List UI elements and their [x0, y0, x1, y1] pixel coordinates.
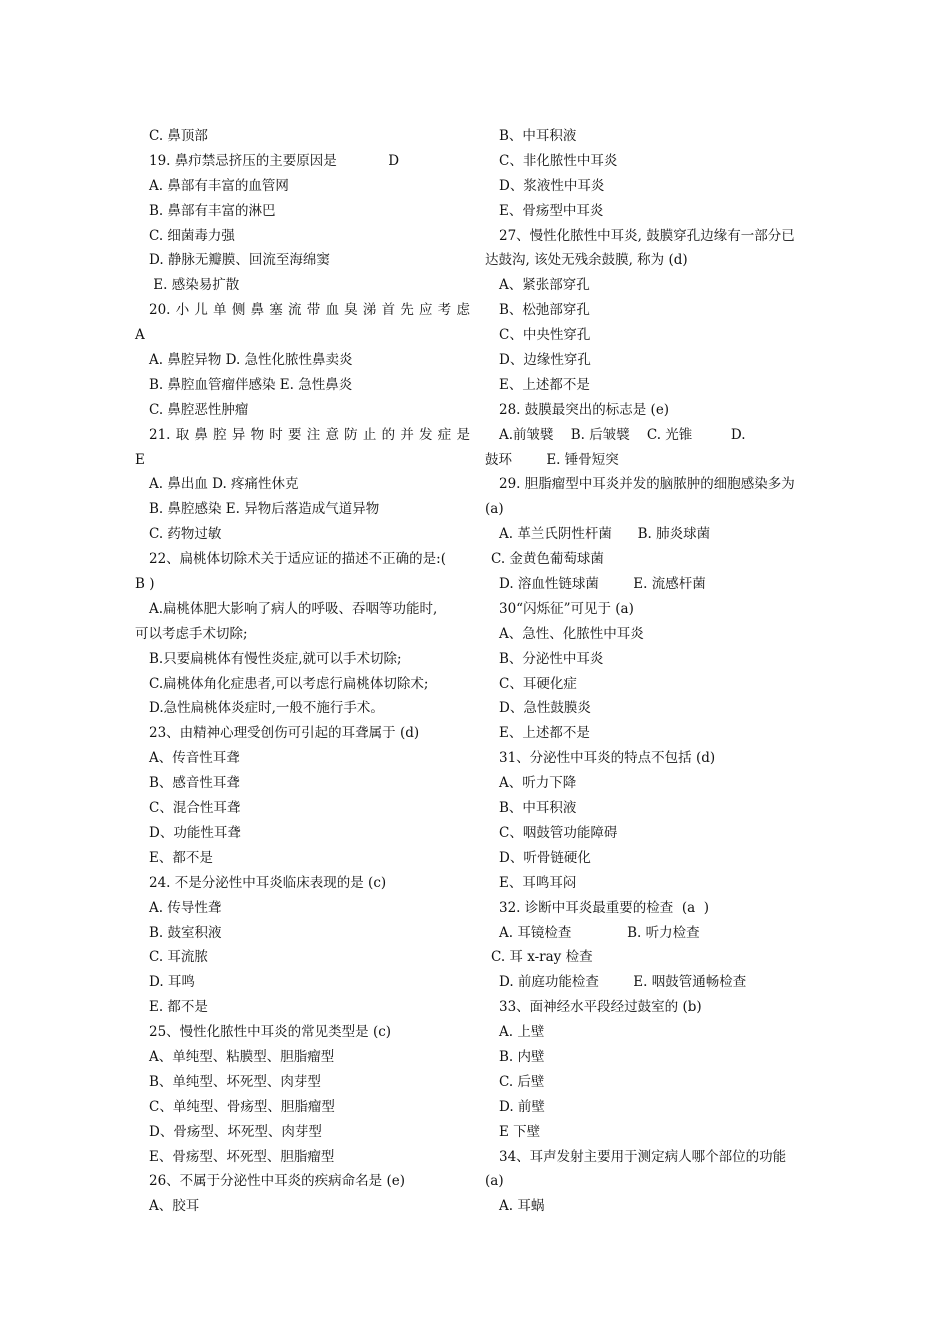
right-column-line: C、咽鼓管功能障碍 — [499, 824, 618, 841]
left-column-line: D. 静脉无瓣膜、回流至海绵窦 — [149, 252, 330, 269]
right-column-line: A. 耳蜗 — [499, 1198, 545, 1215]
left-column-line: E — [135, 451, 145, 468]
right-column-line: D. 前壁 — [499, 1098, 545, 1115]
left-column-line: A. 鼻腔异物 D. 急性化脓性鼻卖炎 — [149, 352, 353, 369]
left-column-line: A、单纯型、粘膜型、胆脂瘤型 — [149, 1048, 335, 1065]
left-column-line: C.扁桃体角化症患者,可以考虑行扁桃体切除术; — [149, 675, 429, 692]
left-column-line: E. 感染易扩散 — [149, 277, 240, 294]
right-column-line: C. 耳 x-ray 检查 — [491, 949, 593, 966]
left-column-line: B. 鼻部有丰富的淋巴 — [149, 202, 276, 219]
right-column-line: 29. 胆脂瘤型中耳炎并发的脑脓肿的细胞感染多为 — [499, 476, 795, 493]
right-column-line: B、分泌性中耳炎 — [499, 650, 604, 667]
left-column — [135, 124, 470, 1219]
left-column-line: E、骨疡型、坏死型、胆脂瘤型 — [149, 1148, 335, 1165]
right-column-line: C、中央性穿孔 — [499, 327, 591, 344]
right-column-line: E、上述都不是 — [499, 376, 590, 393]
right-column-line: D. 前庭功能检查 E. 咽鼓管通畅检查 — [499, 974, 747, 991]
left-column-line: E、都不是 — [149, 849, 213, 866]
right-column-line: A、紧张部穿孔 — [499, 277, 590, 294]
left-column-line: 23、由精神心理受创伤可引起的耳聋属于 (d) — [149, 725, 420, 742]
right-column — [485, 124, 820, 1219]
left-column-line: 19. 鼻疖禁忌挤压的主要原因是 D — [149, 152, 400, 169]
left-column-line: A.扁桃体肥大影响了病人的呼吸、吞咽等功能时, — [149, 600, 438, 617]
right-column-line: D、急性鼓膜炎 — [499, 700, 591, 717]
left-column-line: 可以考虑手术切除; — [135, 625, 248, 642]
right-column-line: B. 内壁 — [499, 1048, 545, 1065]
right-column-line: B、中耳积液 — [499, 800, 577, 817]
left-column-line: 25、慢性化脓性中耳炎的常见类型是 (c) — [149, 1024, 392, 1041]
left-column-line: C. 鼻顶部 — [149, 128, 208, 144]
left-column-line: B、单纯型、坏死型、肉芽型 — [149, 1073, 321, 1090]
right-column-line: (a) — [485, 501, 504, 518]
right-column-line: E、上述都不是 — [499, 725, 590, 742]
left-column-line: D、功能性耳聋 — [149, 824, 241, 841]
right-column-line: D、浆液性中耳炎 — [499, 177, 605, 194]
left-column-line: C. 药物过敏 — [149, 526, 222, 543]
right-column-line: A. 耳镜检查 B. 听力检查 — [499, 924, 700, 941]
right-column-line: A.前皱襞 B. 后皱襞 C. 光锥 D. — [499, 426, 746, 443]
left-column-line: C. 耳流脓 — [149, 949, 208, 966]
right-column-line: 31、分泌性中耳炎的特点不包括 (d) — [499, 750, 716, 767]
right-column-line: C. 金黄色葡萄球菌 — [491, 551, 604, 568]
right-column-line: 34、耳声发射主要用于测定病人哪个部位的功能 — [499, 1148, 787, 1165]
left-column-line: C. 鼻腔恶性肿瘤 — [149, 401, 249, 418]
right-column-line: A、急性、化脓性中耳炎 — [499, 625, 644, 642]
right-column-line: A. 上壁 — [499, 1024, 545, 1041]
right-column-line: (a) — [485, 1173, 504, 1190]
right-column-line: C. 后壁 — [499, 1073, 545, 1090]
left-column-line: D.急性扁桃体炎症时,一般不施行手术。 — [149, 700, 384, 717]
left-column-line: 20. 小 儿 单 侧 鼻 塞 流 带 血 臭 涕 首 先 应 考 虑 — [149, 302, 470, 319]
left-column-line: E. 都不是 — [149, 999, 208, 1016]
left-column-line: 24. 不是分泌性中耳炎临床表现的是 (c) — [149, 874, 387, 891]
left-column-line: B. 鼻腔感染 E. 异物后落造成气道异物 — [149, 501, 380, 518]
right-column-line: 32. 诊断中耳炎最重要的检查 (a ) — [499, 899, 710, 916]
left-column-line: C. 细菌毒力强 — [149, 227, 235, 244]
right-column-line: E、骨疡型中耳炎 — [499, 202, 604, 219]
left-column-line: A. 鼻部有丰富的血管网 — [149, 177, 289, 194]
left-column-line: C、混合性耳聋 — [149, 800, 241, 817]
right-column-line: D. 溶血性链球菌 E. 流感杆菌 — [499, 576, 706, 593]
right-column-line: B、松弛部穿孔 — [499, 302, 590, 319]
right-column-line: 28. 鼓膜最突出的标志是 (e) — [499, 401, 670, 418]
left-column-line: A. 鼻出血 D. 疼痛性休克 — [149, 476, 299, 493]
right-column-line: 鼓环 E. 锤骨短突 — [485, 451, 619, 468]
left-column-line: A、传音性耳聋 — [149, 750, 240, 767]
left-column-line: B、感音性耳聋 — [149, 775, 240, 792]
right-column-line: A. 革兰氏阴性杆菌 B. 肺炎球菌 — [499, 526, 711, 543]
right-column-line: E、耳鸣耳闷 — [499, 874, 577, 891]
left-column-line: B. 鼓室积液 — [149, 924, 222, 941]
right-column-line: D、边缘性穿孔 — [499, 352, 591, 369]
left-column-line: B ) — [135, 576, 155, 593]
right-column-line: 达鼓沟, 该处无残余鼓膜, 称为 (d) — [485, 252, 688, 269]
right-column-line: 33、面神经水平段经过鼓室的 (b) — [499, 999, 702, 1016]
right-column-line: 27、慢性化脓性中耳炎, 鼓膜穿孔边缘有一部分已 — [499, 227, 795, 244]
right-column-line: A、听力下降 — [499, 775, 577, 792]
right-column-line: 30“闪烁征”可见于 (a) — [499, 600, 634, 617]
left-column-line: 22、扁桃体切除术关于适应证的描述不正确的是:( — [149, 551, 446, 568]
right-column-line: D、听骨链硬化 — [499, 849, 591, 866]
left-column-line: D、骨疡型、坏死型、肉芽型 — [149, 1123, 322, 1140]
right-column-line: E 下壁 — [499, 1123, 541, 1140]
right-column-line: B、中耳积液 — [499, 128, 577, 144]
left-column-line: C、单纯型、骨疡型、胆脂瘤型 — [149, 1098, 335, 1115]
right-column-line: C、非化脓性中耳炎 — [499, 152, 618, 169]
left-column-line: A、胶耳 — [149, 1198, 200, 1215]
right-column-line: C、耳硬化症 — [499, 675, 577, 692]
left-column-line: 21. 取 鼻 腔 异 物 时 要 注 意 防 止 的 并 发 症 是 — [149, 426, 470, 443]
left-column-line: A — [135, 327, 145, 344]
left-column-line: 26、不属于分泌性中耳炎的疾病命名是 (e) — [149, 1173, 405, 1190]
left-column-line: B.只要扁桃体有慢性炎症,就可以手术切除; — [149, 650, 402, 667]
left-column-line: A. 传导性聋 — [149, 899, 222, 916]
left-column-line: B. 鼻腔血管瘤伴感染 E. 急性鼻炎 — [149, 376, 353, 393]
left-column-line: D. 耳鸣 — [149, 974, 195, 991]
